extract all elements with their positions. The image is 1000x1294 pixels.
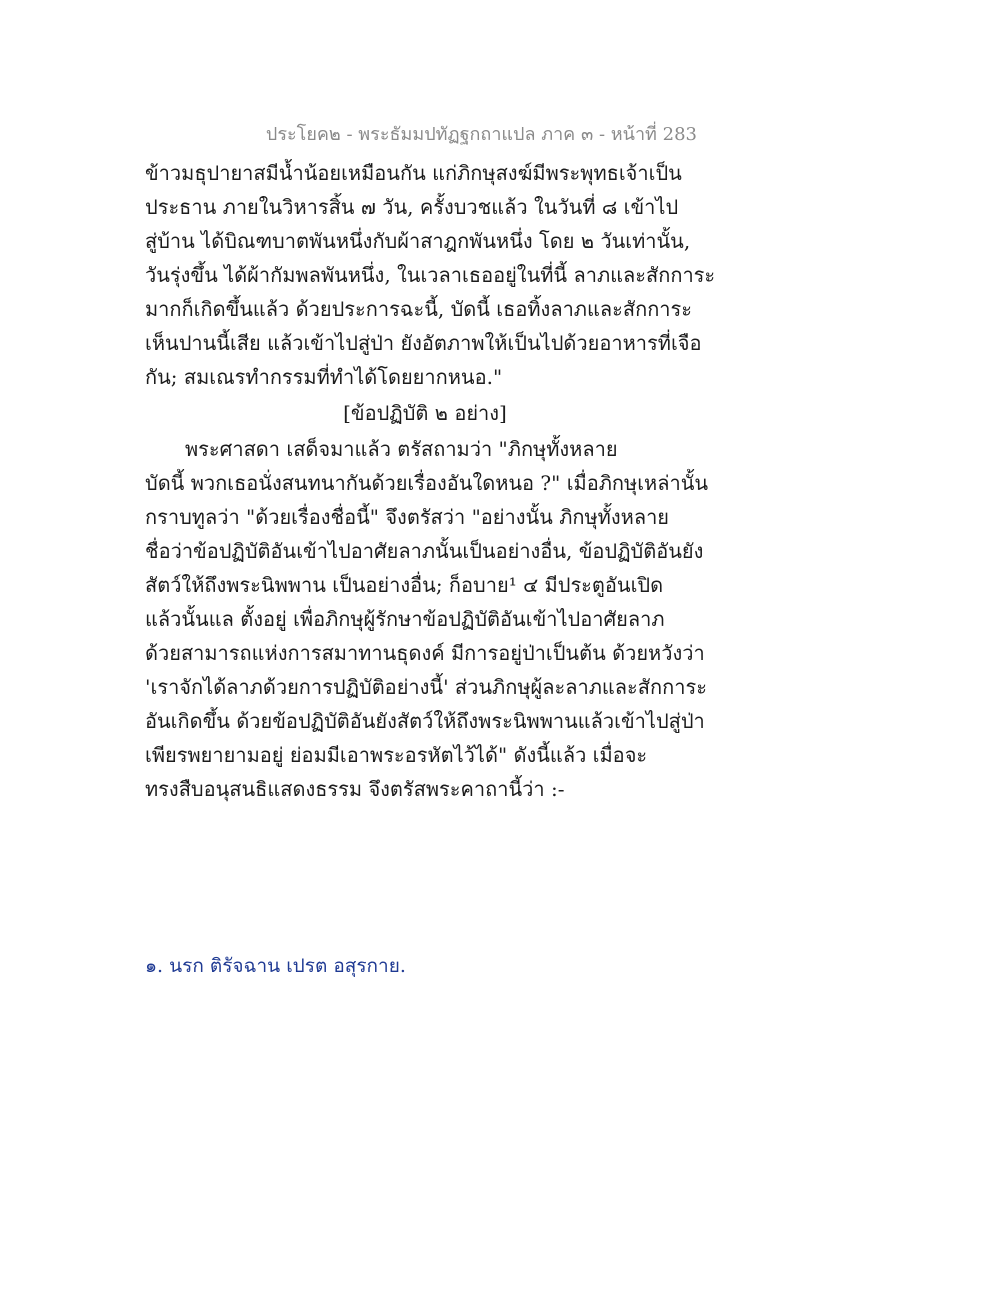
page-body: [145, 156, 745, 806]
section-heading: [ข้อปฏิบัติ ๒ อย่าง]: [343, 401, 507, 425]
text-line: เห็นปานนี้เสีย แล้วเข้าไปสู่ป่า ยังอัตภาพให้เป็นไปด้วยอาหารที่เจือ: [145, 331, 702, 355]
footnote: ๑. นรก ติรัจฉาน เปรต อสุรกาย.: [145, 955, 406, 977]
paragraph-1: [145, 156, 745, 394]
running-header: ประโยค๒ - พระธัมมปทัฏฐกถาแปล ภาค ๓ - หน้าที่ 283: [265, 124, 697, 145]
text-line: กัน; สมเณรทำกรรมที่ทำได้โดยยากหนอ.": [145, 365, 503, 389]
text-line: ประธาน ภายในวิหารสิ้น ๗ วัน, ครั้งบวชแล้ว ในวันที่ ๘ เข้าไป: [145, 195, 679, 219]
text-line: สัตว์ให้ถึงพระนิพพาน เป็นอย่างอื่น; ก็อบาย¹ ๔ มีประตูอันเปิด: [145, 573, 664, 597]
paragraph-2: [145, 432, 745, 806]
text-line: 'เราจักได้ลาภด้วยการปฏิบัติอย่างนี้' ส่วนภิกษุผู้ละลาภและสักการะ: [145, 675, 707, 699]
text-line: เพียรพยายามอยู่ ย่อมมีเอาพระอรหัตไว้ได้" ดังนี้แล้ว เมื่อจะ: [145, 743, 648, 767]
text-line: ด้วยสามารถแห่งการสมาทานธุดงค์ มีการอยู่ป่าเป็นต้น ด้วยหวังว่า: [145, 641, 705, 665]
text-line: ทรงสืบอนุสนธิแสดงธรรม จึงตรัสพระคาถานี้ว่า :-: [145, 777, 565, 801]
text-line: บัดนี้ พวกเธอนั่งสนทนากันด้วยเรื่องอันใดหนอ ?" เมื่อภิกษุเหล่านั้น: [145, 471, 709, 495]
text-line: ข้าวมธุปายาสมีน้ำน้อยเหมือนกัน แก่ภิกษุสงฆ์มีพระพุทธเจ้าเป็น: [145, 161, 682, 185]
text-line: พระศาสดา เสด็จมาแล้ว ตรัสถามว่า "ภิกษุทั้งหลาย: [185, 437, 618, 461]
text-line: วันรุ่งขึ้น ได้ผ้ากัมพลพันหนึ่ง, ในเวลาเธออยู่ในที่นี้ ลาภและสักการะ: [145, 263, 716, 287]
text-line: สู่บ้าน ได้บิณฑบาตพันหนึ่งกับผ้าสาฎกพันหนึ่ง โดย ๒ วันเท่านั้น,: [145, 229, 691, 253]
text-line: อันเกิดขึ้น ด้วยข้อปฏิบัติอันยังสัตว์ให้ถึงพระนิพพานแล้วเข้าไปสู่ป่า: [145, 709, 705, 733]
text-line: ชื่อว่าข้อปฏิบัติอันเข้าไปอาศัยลาภนั้นเป็นอย่างอื่น, ข้อปฏิบัติอันยัง: [145, 539, 704, 563]
text-line: กราบทูลว่า "ด้วยเรื่องชื่อนี้" จึงตรัสว่า "อย่างนั้น ภิกษุทั้งหลาย: [145, 505, 670, 529]
text-line: แล้วนั้นแล ตั้งอยู่ เพื่อภิกษุผู้รักษาข้อปฏิบัติอันเข้าไปอาศัยลาภ: [145, 607, 665, 631]
text-line: มากก็เกิดขึ้นแล้ว ด้วยประการฉะนี้, บัดนี้ เธอทิ้งลาภและสักการะ: [145, 297, 693, 321]
